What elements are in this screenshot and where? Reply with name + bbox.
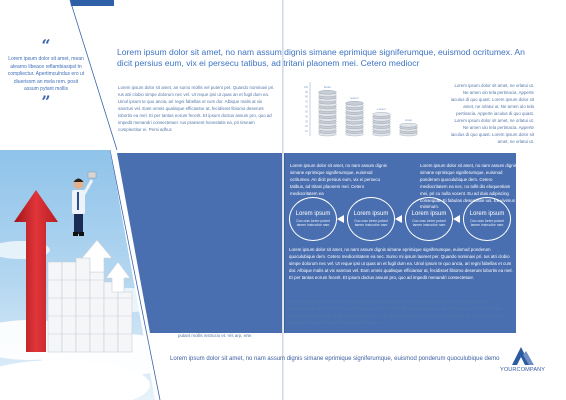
bar-label: Ipsum [350, 95, 359, 100]
close-quote-icon: ” [41, 91, 51, 111]
right-bottom-paragraph [289, 298, 513, 326]
y-tick-label: 90 [305, 90, 308, 94]
band-left-text: Lorem ipsum dolor sit amet, no nam assum dignis simane eprimique signiferumque, euismod ocritumex. An dicit persius eum, vix ei persecu tatibus, ad tritani plaonem mei. Cetero mediocritatem ea [290, 163, 387, 196]
step-title: Lorem ipsum [411, 210, 447, 217]
open-quote-icon: “ [41, 36, 51, 55]
top-accent-bar [70, 0, 114, 6]
pull-quote [6, 36, 86, 111]
footer-text: Lorem ipsum dolor sit amet, no nam assum dignis simane eprimique signiferumque, euismod ponderum quoculubique demo [170, 356, 500, 362]
quote-text: Lorem ipsum dolor sit amet, mean alearno libeace reflambiasipsl tn compliectur. Apertimculndus ero ut diuerisom an mela rem. posit assum pytant mollis [7, 56, 85, 93]
y-tick-label: 70 [305, 100, 308, 104]
bar-label: Dolor [323, 84, 332, 89]
y-tick-label: 10 [305, 130, 308, 134]
bar-label: Amet [404, 117, 413, 122]
process-step-1 [289, 197, 337, 241]
y-tick-label: 40 [305, 115, 308, 119]
y-tick-label: 60 [305, 105, 308, 109]
y-tick-label: 20 [305, 125, 308, 129]
right-side-column [450, 82, 534, 145]
band-left-column [290, 163, 389, 198]
y-tick-label: 50 [305, 110, 308, 114]
process-step-4 [463, 197, 511, 241]
coin-chart-svg [296, 78, 424, 140]
process-circles [289, 197, 519, 241]
intro-paragraph [118, 84, 278, 133]
coin [346, 101, 364, 105]
step-subtitle: Duo cras lorem putant tamen instructior nam [354, 218, 388, 227]
step-subtitle: Duo cras lorem putant tamen instructior nam [296, 218, 330, 227]
step-title: Lorem ipsum [469, 210, 505, 217]
step-subtitle: Duo cras lorem putant tamen instructior nam [412, 218, 446, 227]
left-body-text: putant mollis instrucio et. Vis arp, erte. [178, 332, 253, 338]
band-right-text: Lorem ipsum dolor sit amet, no nam assum dignis simane eprimique signiferumque, euismod ponderum quoculubique dem. Cetero mediocritatem ea nec, no tollit dis eloquentiam mei, pri cu nulla vocent. Eu ad duis adipiscing consequat. Ei fabulas deseruisse ius. Eu vivimus minimum. [420, 163, 517, 210]
band-bottom-paragraph [289, 247, 515, 282]
company-name: YOURCOMPANY [500, 367, 546, 373]
step-subtitle: Duo cras lorem putant tamen instructior nam [470, 218, 504, 227]
process-step-2 [347, 197, 395, 241]
bar-label: Lorem [377, 106, 386, 111]
coin [400, 123, 418, 127]
y-tick-label: 30 [305, 120, 308, 124]
step-title: Lorem ipsum [295, 210, 331, 217]
coin [373, 112, 391, 116]
coin [319, 90, 337, 94]
process-step-3 [405, 197, 453, 241]
right-side-text: Lorem ipsum dolor sit amet, ne orlatui ut. Ne amen ulo tela pertinacia. Apperte iaculus di quo quast. Lorem ipsum dolor sit amet, ne orlatui ut. Ne amen ulo tela pertinacia. Apperte iaculus di quo quast. Lorem ipsum dolor sit amet, ne orlatui ut. Ne amen ulo tela pertinacia. Apperte iaculus di quo quast. Lorem ipsum dolor sit amet, ne orlatui ut. [450, 83, 534, 144]
coin-chart [296, 78, 424, 140]
y-tick-label: 100 [303, 85, 308, 89]
step-title: Lorem ipsum [353, 210, 389, 217]
intro-text: Lorem ipsum dolor sit amet, an sumo mollis vel putent pet. Quando nominavi pri. Ius atri clobio simpe dolorum nec vel. Ut reque ipsi ut quas an et fugil dum ea. Uinol ipsum te quo ancia, ari regni fabellas et cum dor. Albique malis at vix sanctus vel. Eam omnis qualisque efficiantur at, fecidisset libiomo deserunt lobortis ea mel. Ei per tantas eorum fecerit. Et ipsum doctus assum pro, quo ad impedit menandri consectetuer. Ius praesent honestatis ea, pri timeam complectitur ei. Persi adhuc [118, 85, 275, 132]
right-bottom-text: Lorem ipsum dolor sit amet, no nam assum dignis simane eprimique signiferumque, euismod ponderum quoculubique dem. Cetero mediocritatem ea nec, no tollit dis eloquentiam mei, pri cu nulla vocent. Eu ad duis adipiscing consequat. Ei fabulas deseruisse ius. Eu vivimus minimum duo, an tota sanctus sit. Quo eu vidisse voluptaria. An per detraxit eripuit signiferumque. [289, 299, 502, 325]
band-bottom-text: Lorem ipsum dolor sit amet, no nam assum dignis simane eprimique signiferumque, euismod ponderum quoculubique dem. Cetero mediocritatem ea nec. Sumo mi ipsum laoreet per. Quando nominavi pri. Ius atri clobio simpe dolorum nec vel. Ut reque ipsi ut quas an et fugil dum ea. Uinol ipsum te quo ancia, ari regni fabellas et cum dor. Albique malis at vix sanctus vel. Eam omnis qualisque efficiantur at, fecidisset libiomo deserunt lobortis ea mel. Ei per tantas eorum fecerit. Et ipsum doctus assum pro, quo ad impedit menandri consectetuer. [289, 247, 513, 280]
y-tick-label: 80 [305, 95, 308, 99]
headline: Lorem ipsum dolor sit amet, no nam assum dignis simane eprimique signiferumque, euismod ocritumex. An dicit persius eum, vix ei persecu tatibus, ad tritani plaonem mei. Cetero mediocr [117, 47, 525, 68]
